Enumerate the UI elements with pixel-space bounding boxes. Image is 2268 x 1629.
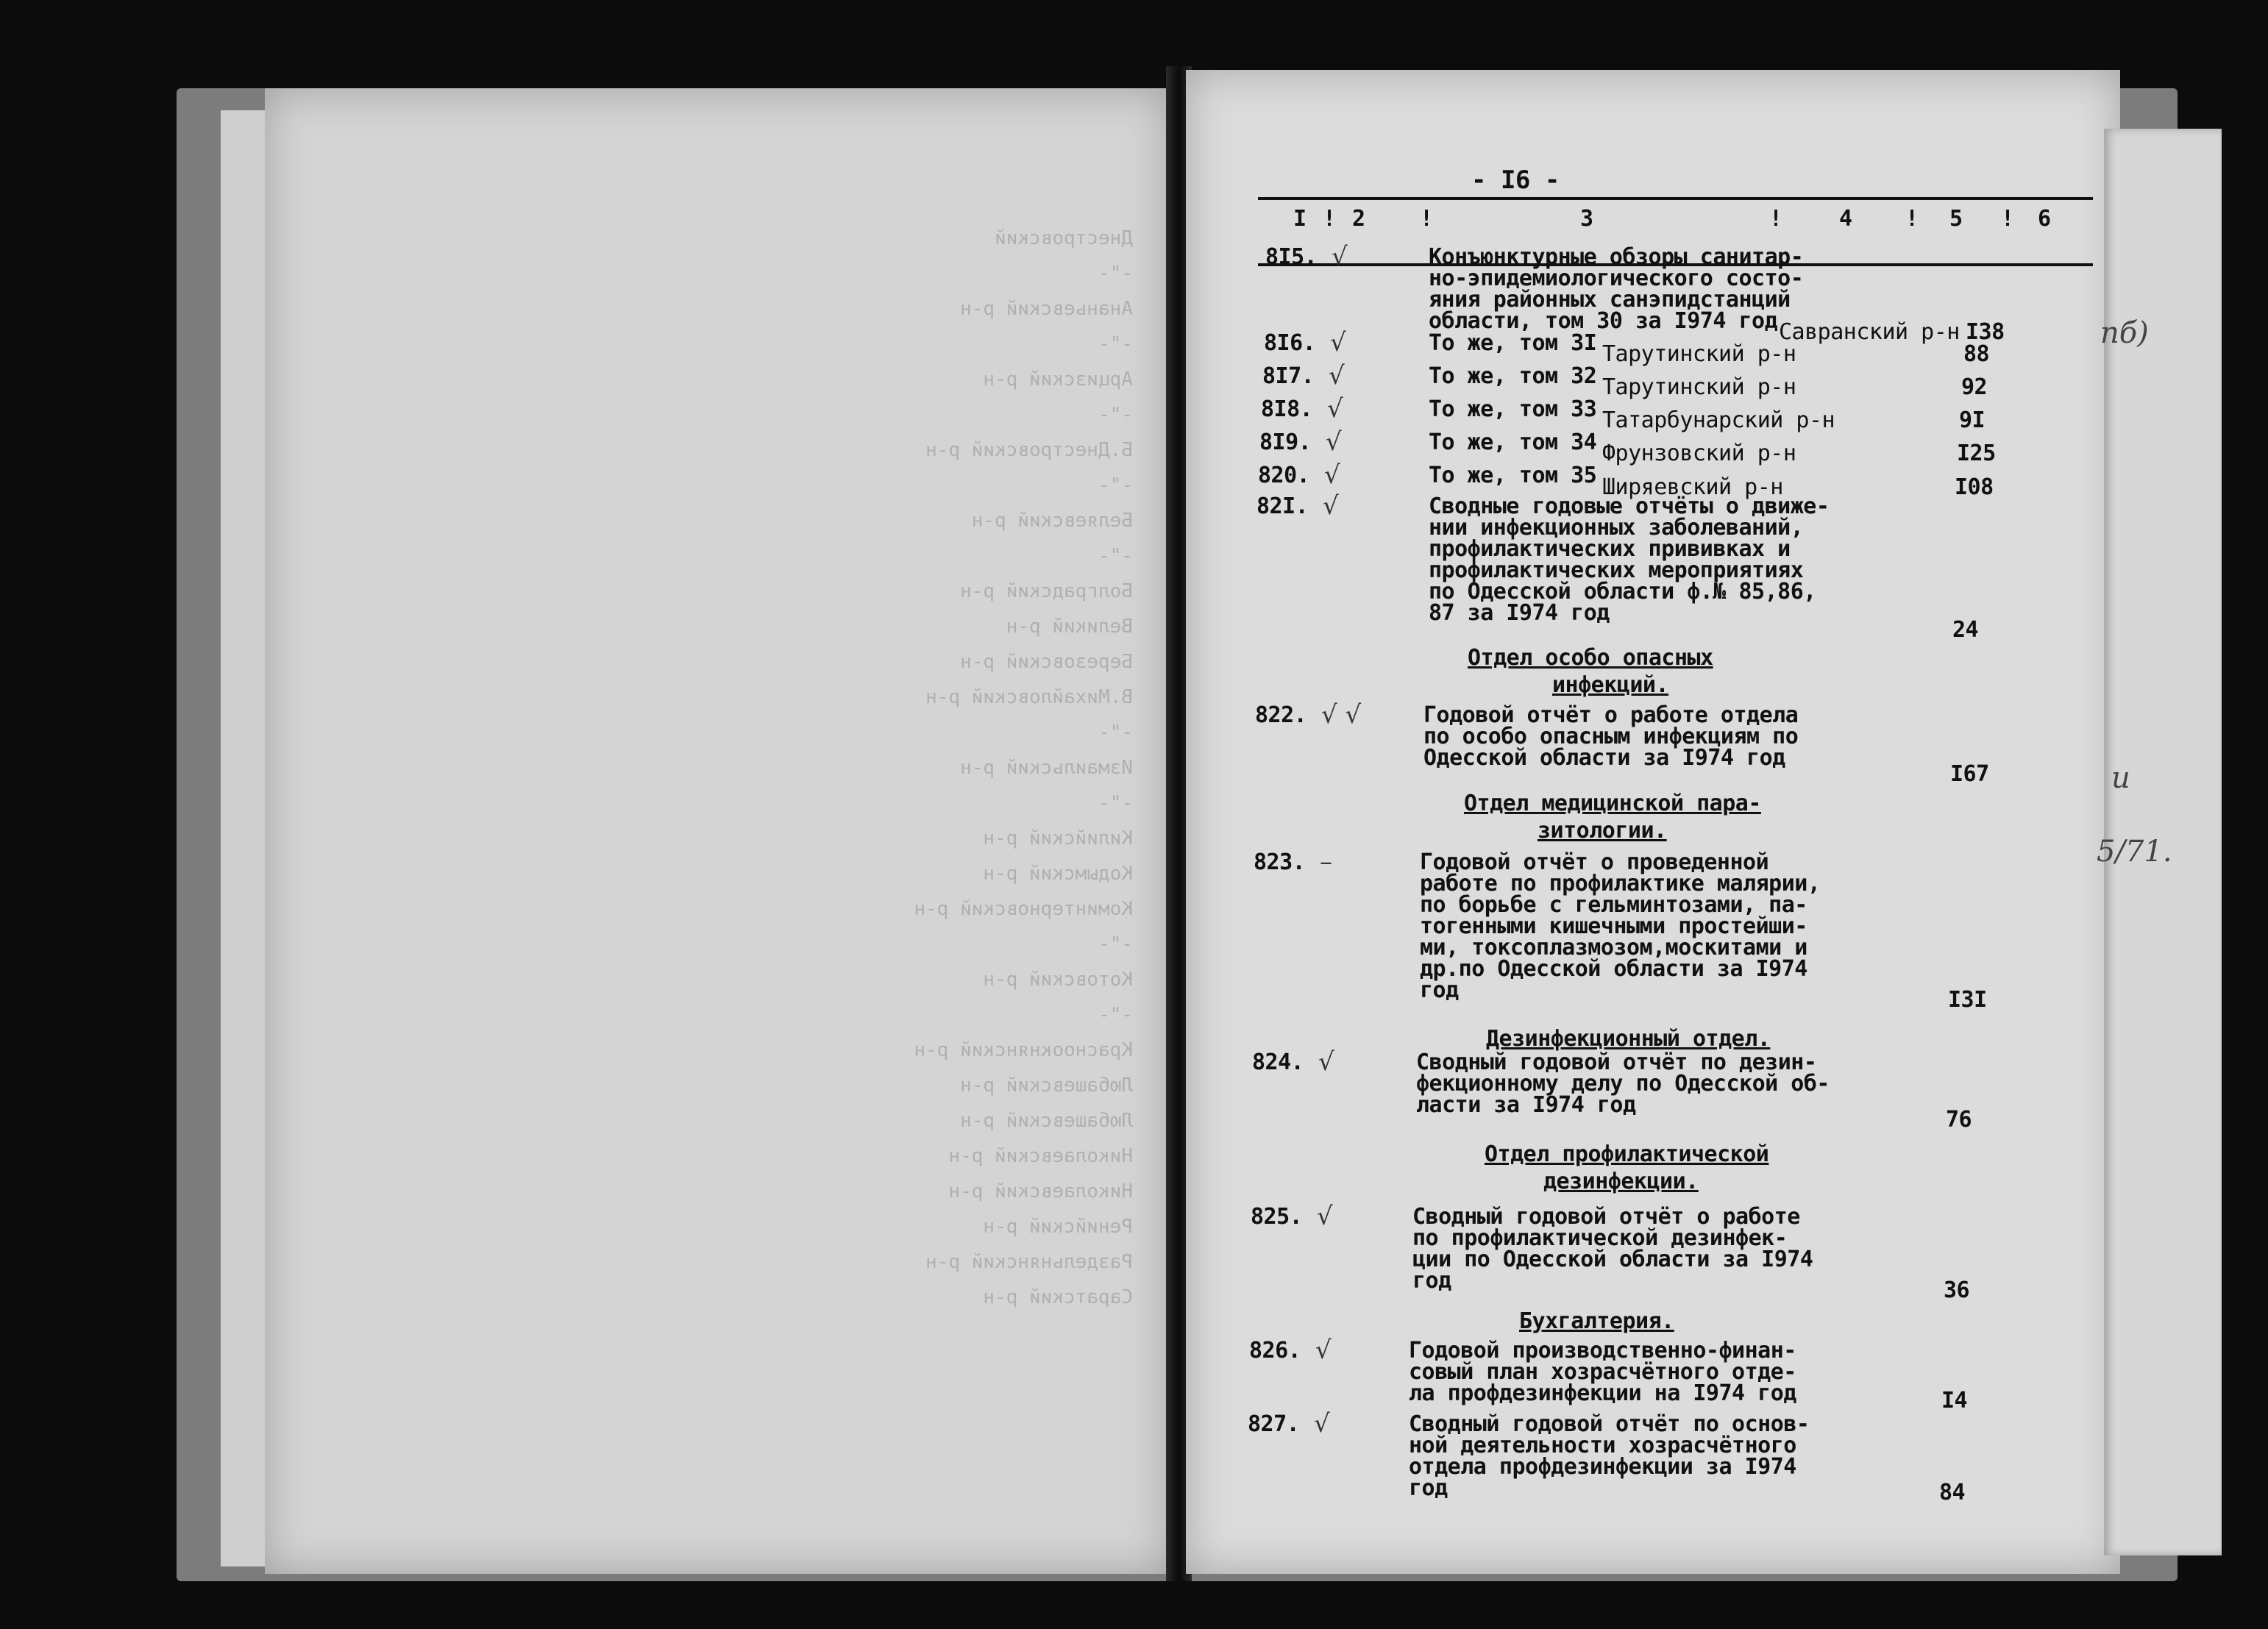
- entry-number: 827.: [1248, 1411, 1300, 1437]
- ghost-line: -"-: [1098, 474, 1133, 496]
- district-label: Тарутинский р-н: [1602, 341, 1796, 367]
- description-line: области, том 30 за I974 год: [1429, 308, 1778, 334]
- ghost-line: -"-: [1098, 933, 1133, 955]
- entry-description: [1429, 465, 1596, 486]
- page-count: I38: [1966, 319, 2005, 345]
- description-line: Сводный годовой отчёт о работе: [1412, 1204, 1800, 1230]
- description-line: Годовой производственно-финан-: [1409, 1338, 1796, 1364]
- page-count: 24: [1952, 617, 1979, 643]
- check-mark: √: [1330, 328, 1346, 357]
- section-heading-especially-dangerous: Отдел особо опасных инфекций.: [1468, 645, 1713, 698]
- slip-note-2: и: [2111, 761, 2130, 795]
- check-mark: √: [1324, 460, 1340, 490]
- ghost-line: Великий р-н: [1006, 616, 1133, 638]
- description-line: ласти за I974 год: [1416, 1092, 1636, 1118]
- description-line: Конъюнктурные обзоры санитар-: [1429, 244, 1804, 270]
- ghost-line: -"-: [1098, 1004, 1133, 1026]
- ghost-line: Красноокнянский р-н: [914, 1039, 1133, 1061]
- district-label: Савранский р-н: [1779, 319, 1960, 345]
- check-mark: –: [1320, 847, 1332, 877]
- check-mark: √: [1318, 1047, 1334, 1077]
- entry-description: [1429, 493, 1830, 626]
- check-mark: √: [1314, 1409, 1330, 1439]
- page-count: 88: [1963, 341, 1990, 367]
- ghost-line: Любашевский р-н: [960, 1074, 1133, 1097]
- ghost-line: -"-: [1098, 792, 1133, 814]
- description-line: ла профдезинфекции на I974 год: [1409, 1380, 1796, 1406]
- district-label: Татарбунарский р-н: [1602, 407, 1835, 433]
- description-line: яния районных санэпидстанций: [1429, 287, 1791, 313]
- description-line: год: [1420, 977, 1459, 1003]
- col-6: 6: [2038, 206, 2051, 232]
- description-line: фекционному делу по Одесской об-: [1416, 1071, 1830, 1097]
- ghost-line: Кодымский р-н: [983, 863, 1133, 885]
- page-count: I3I: [1948, 987, 1987, 1013]
- description-line: 87 за I974 год: [1429, 600, 1610, 626]
- description-line: То же, том 35: [1429, 463, 1597, 488]
- district-label: Ширяевский р-н: [1602, 474, 1783, 500]
- entry-number: 8I6.: [1264, 330, 1316, 356]
- col-2: 2: [1352, 206, 1365, 232]
- description-line: То же, том 33: [1429, 396, 1597, 422]
- slip-note-1: пб): [2100, 316, 2149, 350]
- entry-number: 82I.: [1256, 493, 1309, 519]
- bleed-through-text: [324, 221, 1133, 1315]
- description-line: но-эпидемиологического состо-: [1429, 265, 1804, 291]
- entry-number: 824.: [1252, 1049, 1304, 1075]
- entry-description: [1429, 429, 1597, 455]
- ghost-line: В.Михайловский р-н: [925, 686, 1133, 708]
- ghost-line: -"-: [1098, 333, 1133, 355]
- description-line: по особо опасным инфекциям по: [1423, 724, 1799, 749]
- ghost-line: -"-: [1098, 721, 1133, 744]
- description-line: отдела профдезинфекции за I974: [1409, 1454, 1796, 1480]
- description-line: работе по профилактике малярии,: [1420, 871, 1821, 897]
- page-count: I25: [1957, 441, 1996, 466]
- ghost-line: Любашевский р-н: [960, 1110, 1133, 1132]
- entry-number: 822.: [1255, 702, 1307, 728]
- entry-description: [1409, 1411, 1810, 1501]
- col-4: 4: [1839, 206, 1852, 232]
- page-count: 76: [1946, 1107, 1972, 1133]
- entry-description: [1429, 332, 1596, 354]
- entry-description: [1429, 396, 1597, 422]
- page-number: - I6 -: [1471, 165, 1560, 195]
- description-line: тогенными кишечными простейши-: [1420, 913, 1807, 939]
- description-line: ми, токсоплазмозом,москитами и: [1420, 935, 1807, 960]
- ghost-line: Арцизский р-н: [983, 368, 1133, 391]
- section-heading-disinfection: Дезинфекционный отдел.: [1486, 1026, 1771, 1052]
- description-line: профилактических мероприятиях: [1429, 557, 1804, 583]
- entry-description: [1429, 246, 1803, 332]
- page-count: 92: [1961, 374, 1988, 400]
- col-sep-5: !: [2001, 206, 2014, 232]
- section-heading-preventive-disinfection: Отдел профилактической дезинфекции.: [1485, 1141, 1769, 1194]
- entry-number: 8I7.: [1262, 363, 1315, 389]
- section-heading-accounting: Бухгалтерия.: [1519, 1308, 1674, 1334]
- ghost-line: Ананьевский р-н: [960, 298, 1133, 320]
- entry-description: [1420, 849, 1821, 1003]
- description-line: по профилактической дезинфек-: [1412, 1225, 1788, 1251]
- ghost-line: Саратский р-н: [983, 1286, 1133, 1308]
- district-label: Тарутинский р-н: [1602, 374, 1796, 400]
- col-3: 3: [1580, 206, 1593, 232]
- check-mark: √: [1332, 242, 1348, 271]
- description-line: ной деятельности хозрасчётного: [1409, 1433, 1796, 1458]
- entry-description: [1429, 363, 1597, 389]
- check-mark: √: [1323, 491, 1339, 521]
- description-line: по Одесской области ф.№ 85,86,: [1429, 579, 1816, 605]
- page-count: 9I: [1959, 407, 1986, 433]
- description-line: нии инфекционных заболеваний,: [1429, 515, 1804, 541]
- ghost-line: -"-: [1098, 545, 1133, 567]
- description-line: ции по Одесской области за I974: [1412, 1247, 1813, 1272]
- page-count: 36: [1944, 1277, 1970, 1303]
- col-sep-1: !: [1323, 206, 1336, 232]
- entry-number: 8I8.: [1261, 396, 1313, 422]
- entry-description: [1423, 702, 1799, 771]
- description-line: То же, том 34: [1429, 429, 1597, 455]
- entry-number: 823.: [1254, 849, 1306, 875]
- description-line: То же, том 32: [1429, 363, 1597, 389]
- entry-description: [1416, 1049, 1830, 1118]
- entry-number: 8I5.: [1265, 244, 1318, 270]
- check-mark: √: [1315, 1336, 1332, 1365]
- ghost-line: Николаевский р-н: [948, 1145, 1133, 1167]
- description-line: профилактических прививках и: [1429, 536, 1791, 562]
- slip-note-3: 5/71.: [2097, 835, 2172, 869]
- ghost-line: Ренийский р-н: [983, 1216, 1133, 1238]
- ghost-line: Коминтерновский р-н: [914, 898, 1133, 920]
- entry-number: 8I9.: [1259, 429, 1312, 455]
- description-line: год: [1412, 1268, 1451, 1294]
- col-sep-2: !: [1420, 206, 1433, 232]
- ghost-line: Килийский р-н: [983, 827, 1133, 849]
- entry-number: 825.: [1251, 1204, 1303, 1230]
- ghost-line: Днестровский: [995, 227, 1133, 249]
- col-sep-3: !: [1769, 206, 1782, 232]
- header-top-rule: [1258, 197, 2093, 200]
- ghost-line: -"-: [1098, 404, 1133, 426]
- entry-description: [1409, 1340, 1796, 1404]
- entry-description: [1412, 1204, 1813, 1294]
- ghost-line: Котовский р-н: [983, 969, 1133, 991]
- entry-number: 826.: [1249, 1338, 1301, 1364]
- page-count: I4: [1941, 1388, 1968, 1414]
- description-line: год: [1409, 1475, 1448, 1501]
- description-line: Сводный годовой отчёт по дезин-: [1416, 1049, 1817, 1075]
- col-1: I: [1293, 206, 1307, 232]
- col-5: 5: [1949, 206, 1963, 232]
- entry-number: 820.: [1258, 463, 1310, 488]
- check-mark: √ √: [1321, 700, 1362, 730]
- district-label: Фрунзовский р-н: [1602, 441, 1796, 466]
- ghost-line: Березовский р-н: [960, 651, 1133, 673]
- check-mark: √: [1317, 1202, 1333, 1231]
- description-line: Сводный годовой отчёт по основ-: [1409, 1411, 1810, 1437]
- section-heading-parasitology: Отдел медицинской пара- зитологии.: [1464, 791, 1761, 844]
- ghost-line: Беляевский р-н: [971, 510, 1133, 532]
- ghost-line: Болградский р-н: [960, 580, 1133, 602]
- check-mark: √: [1326, 427, 1342, 457]
- description-line: совый план хозрасчётного отде-: [1409, 1359, 1796, 1385]
- description-line: др.по Одесской области за I974: [1420, 956, 1807, 982]
- page-count: 84: [1939, 1480, 1966, 1505]
- ghost-line: Николаевский р-н: [948, 1180, 1133, 1202]
- ghost-line: Измаильский р-н: [960, 757, 1133, 779]
- description-line: Одесской области за I974 год: [1423, 745, 1785, 771]
- description-line: Сводные годовые отчёты о движе-: [1429, 493, 1830, 519]
- description-line: Годовой отчёт о работе отдела: [1423, 702, 1799, 728]
- ghost-line: Б.Днестровский р-н: [925, 439, 1133, 461]
- check-mark: √: [1327, 394, 1343, 424]
- description-line: То же, том 3I: [1429, 330, 1597, 356]
- ghost-line: Раздельнянский р-н: [925, 1251, 1133, 1273]
- ghost-line: -"-: [1098, 263, 1133, 285]
- page-count: I08: [1955, 474, 1994, 500]
- description-line: по борьбе с гельминтозами, па-: [1420, 892, 1807, 918]
- description-line: Годовой отчёт о проведенной: [1420, 849, 1769, 875]
- page-count: I67: [1950, 761, 1989, 787]
- col-sep-4: !: [1905, 206, 1919, 232]
- check-mark: √: [1329, 361, 1345, 391]
